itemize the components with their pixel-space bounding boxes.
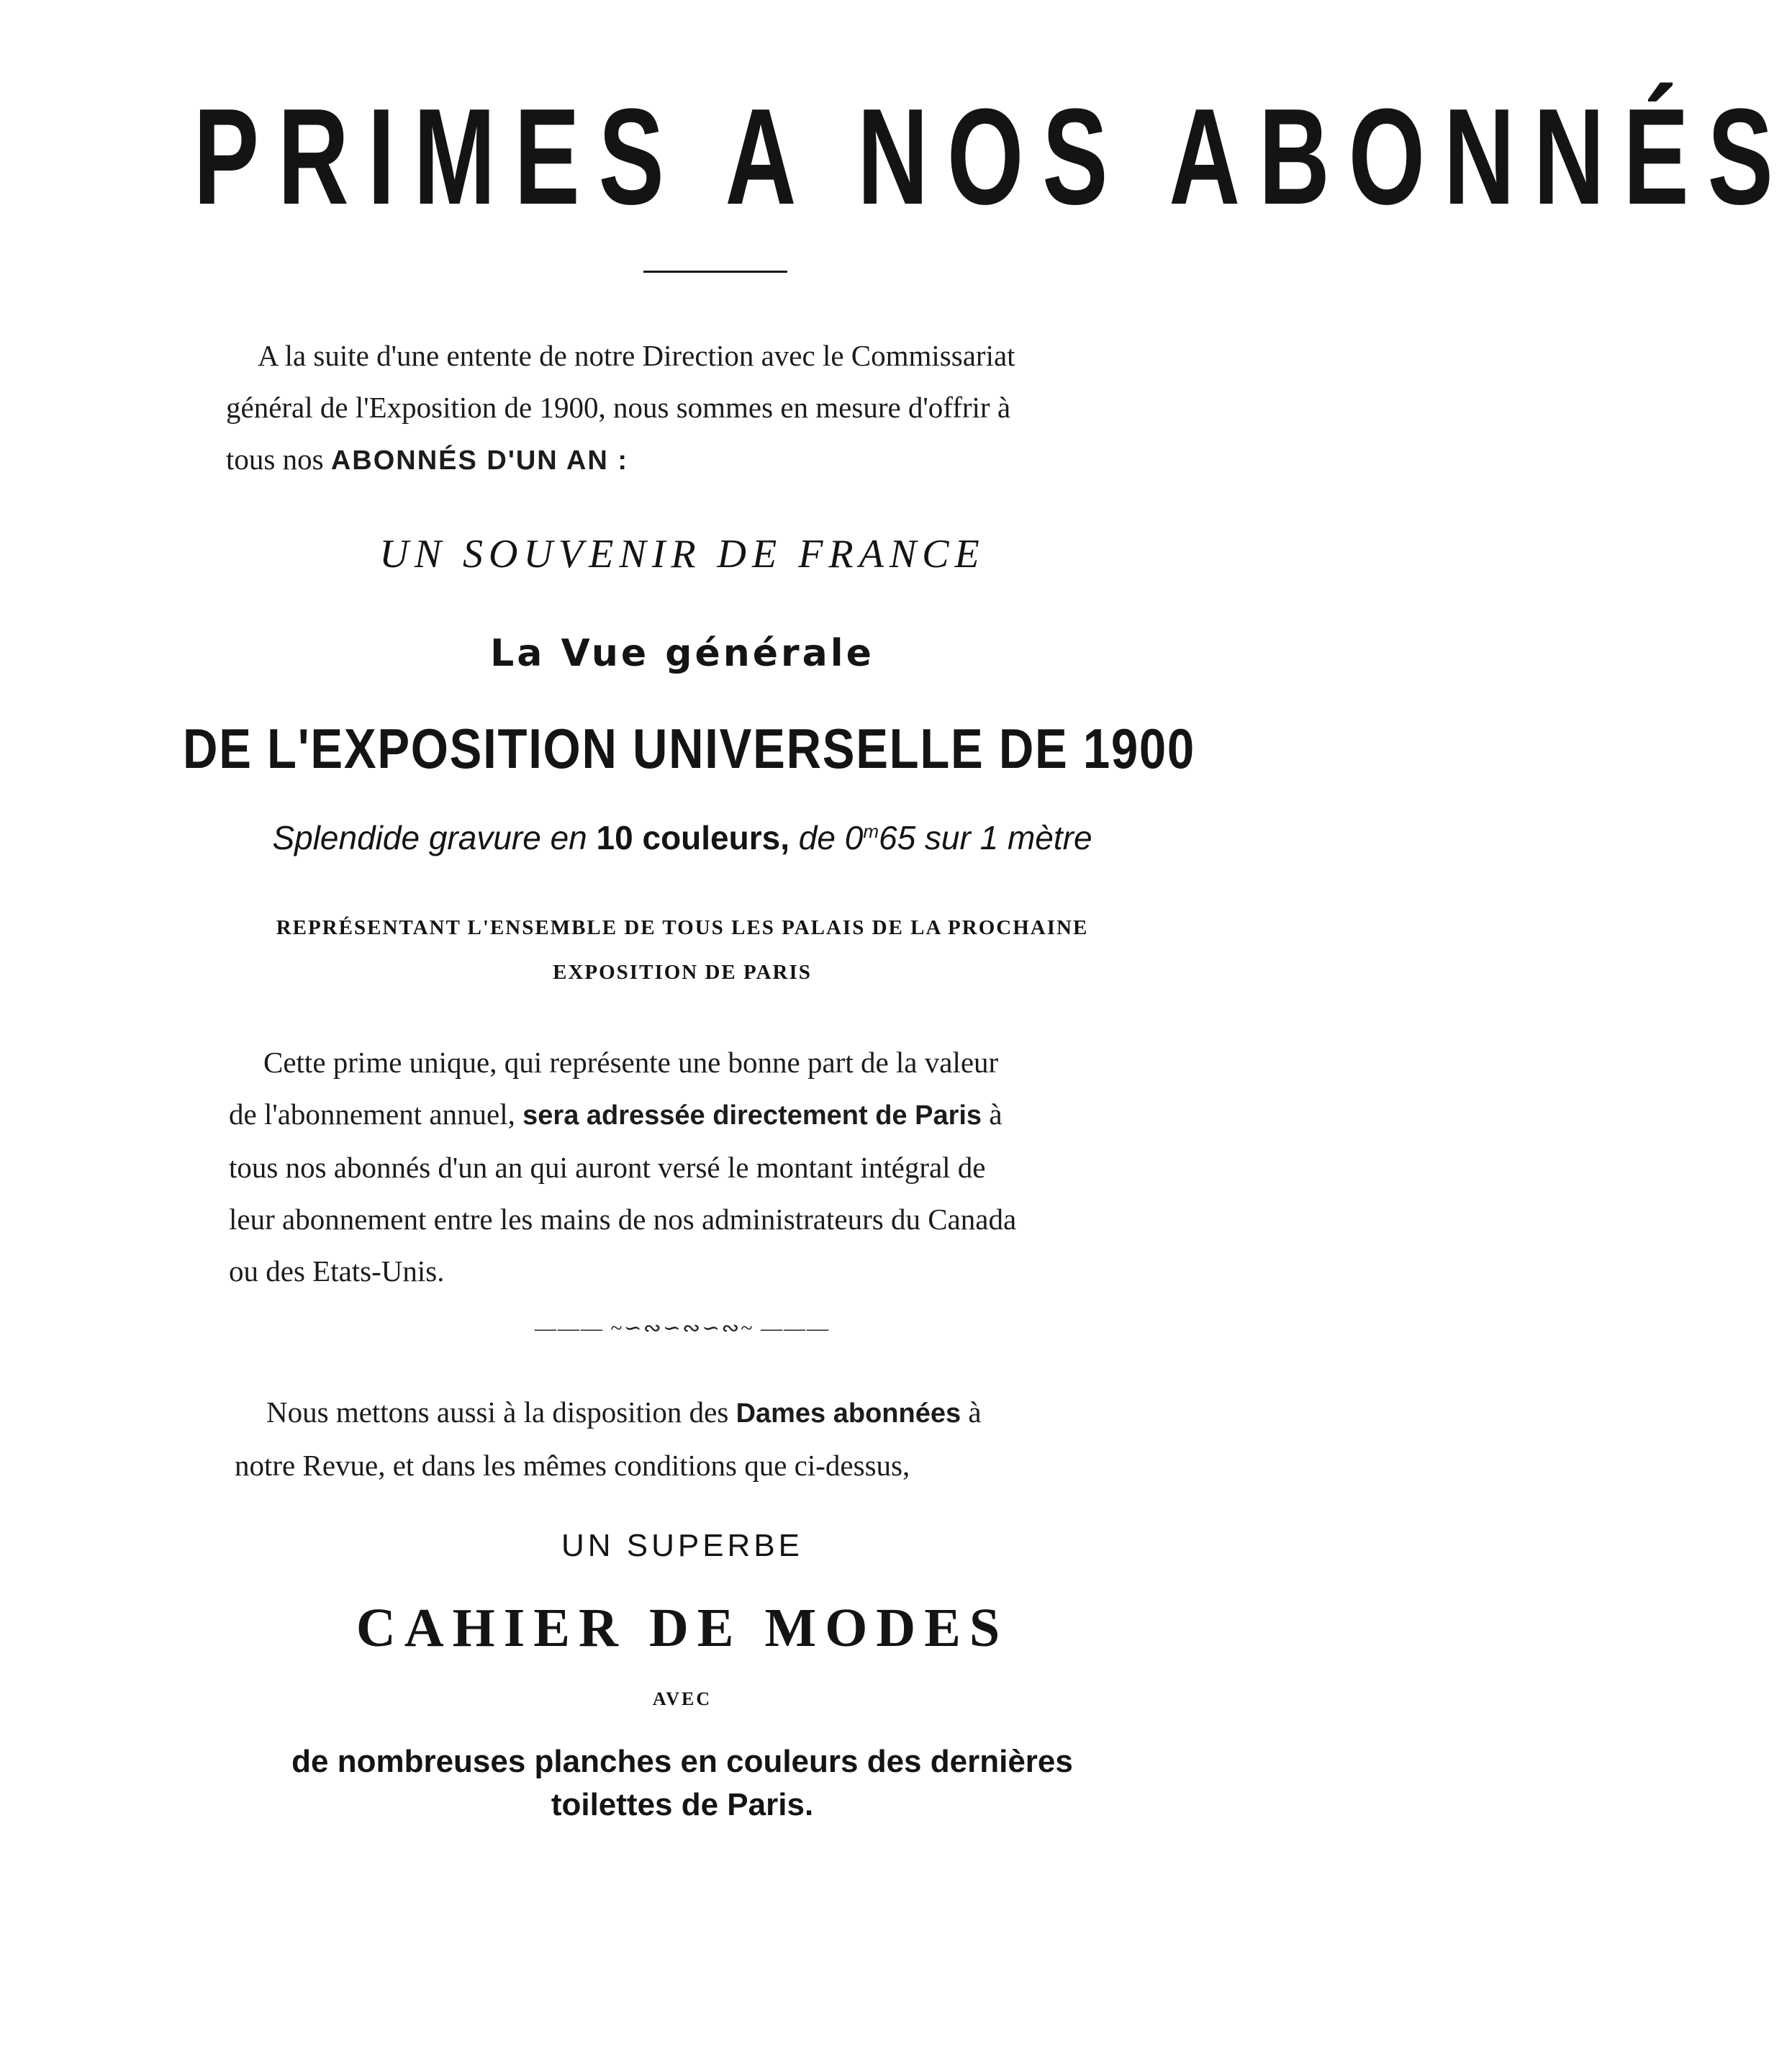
planches-text [0,1740,1365,1827]
prime-line-4: leur abonnement entre les mains de nos administrateurs du Canada [229,1203,1017,1236]
prime-line-2-b: à [989,1098,1003,1131]
dames-line-1-b: à [968,1396,982,1429]
prime-line-2-a: de l'abonnement annuel, [229,1098,515,1131]
gravure-description [0,812,1365,864]
prime-line-1: Cette prime unique, qui représente une bonne part de la valeur [263,1046,999,1079]
planches-line-2: toilettes de Paris. [551,1787,814,1822]
dames-line-1-a: Nous mettons aussi à la disposition des [266,1396,729,1429]
planches-line-1: de nombreuses planches en couleurs des dernières [291,1744,1073,1779]
gravure-bold: 10 couleurs, [596,819,789,856]
intro-line-3-bold: ABONNÉS D'UN AN : [330,445,628,476]
prime-line-5: ou des Etats-Unis. [229,1254,445,1288]
dames-line-1 [235,1386,1232,1439]
title-divider [643,271,787,273]
gravure-part-1: Splendide gravure en [272,819,587,856]
prime-line-2-bold: sera adressée directement de Paris [522,1100,982,1131]
representant-line-1: REPRÉSENTANT L'ENSEMBLE DE TOUS LES PALAIS DE LA PROCHAINE [276,916,1089,939]
intro-line-3 [226,433,1223,487]
page-title: PRIMES A NOS ABONNÉS [193,81,1792,233]
ornamental-divider: ——— ~∽∾∽∾∽∾~ ——— [534,1316,831,1340]
souvenir-heading: UN SOUVENIR DE FRANCE [379,532,985,576]
avec-label: AVEC [652,1688,712,1709]
intro-paragraph [226,330,1223,487]
gravure-part-2: de 0 [798,819,864,856]
cahier-heading: CAHIER DE MODES [356,1598,1009,1658]
dames-line-2: notre Revue, et dans les mêmes conditions que ci-dessus, [235,1449,910,1482]
exposition-heading: DE L'EXPOSITION UNIVERSELLE DE 1900 [183,717,1195,780]
intro-line-2: général de l'Exposition de 1900, nous sommes en mesure d'offrir à [226,391,1011,424]
prime-line-2 [229,1088,1223,1141]
superbe-heading: UN SUPERBE [561,1528,804,1563]
intro-line-1: A la suite d'une entente de notre Direction avec le Commissariat [258,339,1015,372]
gravure-sup: m [863,820,879,842]
dames-paragraph [235,1386,1232,1491]
dames-line-1-bold: Dames abonnées [736,1398,961,1429]
vue-generale-heading: La Vue générale [490,632,874,675]
gravure-part-3: 65 sur 1 mètre [878,819,1092,856]
representant-text [0,905,1365,995]
representant-line-2: EXPOSITION DE PARIS [553,961,812,984]
intro-line-3-prefix: tous nos [226,443,324,476]
prime-line-3: tous nos abonnés d'un an qui auront versé le montant intégral de [229,1151,986,1184]
prime-paragraph [229,1036,1223,1297]
